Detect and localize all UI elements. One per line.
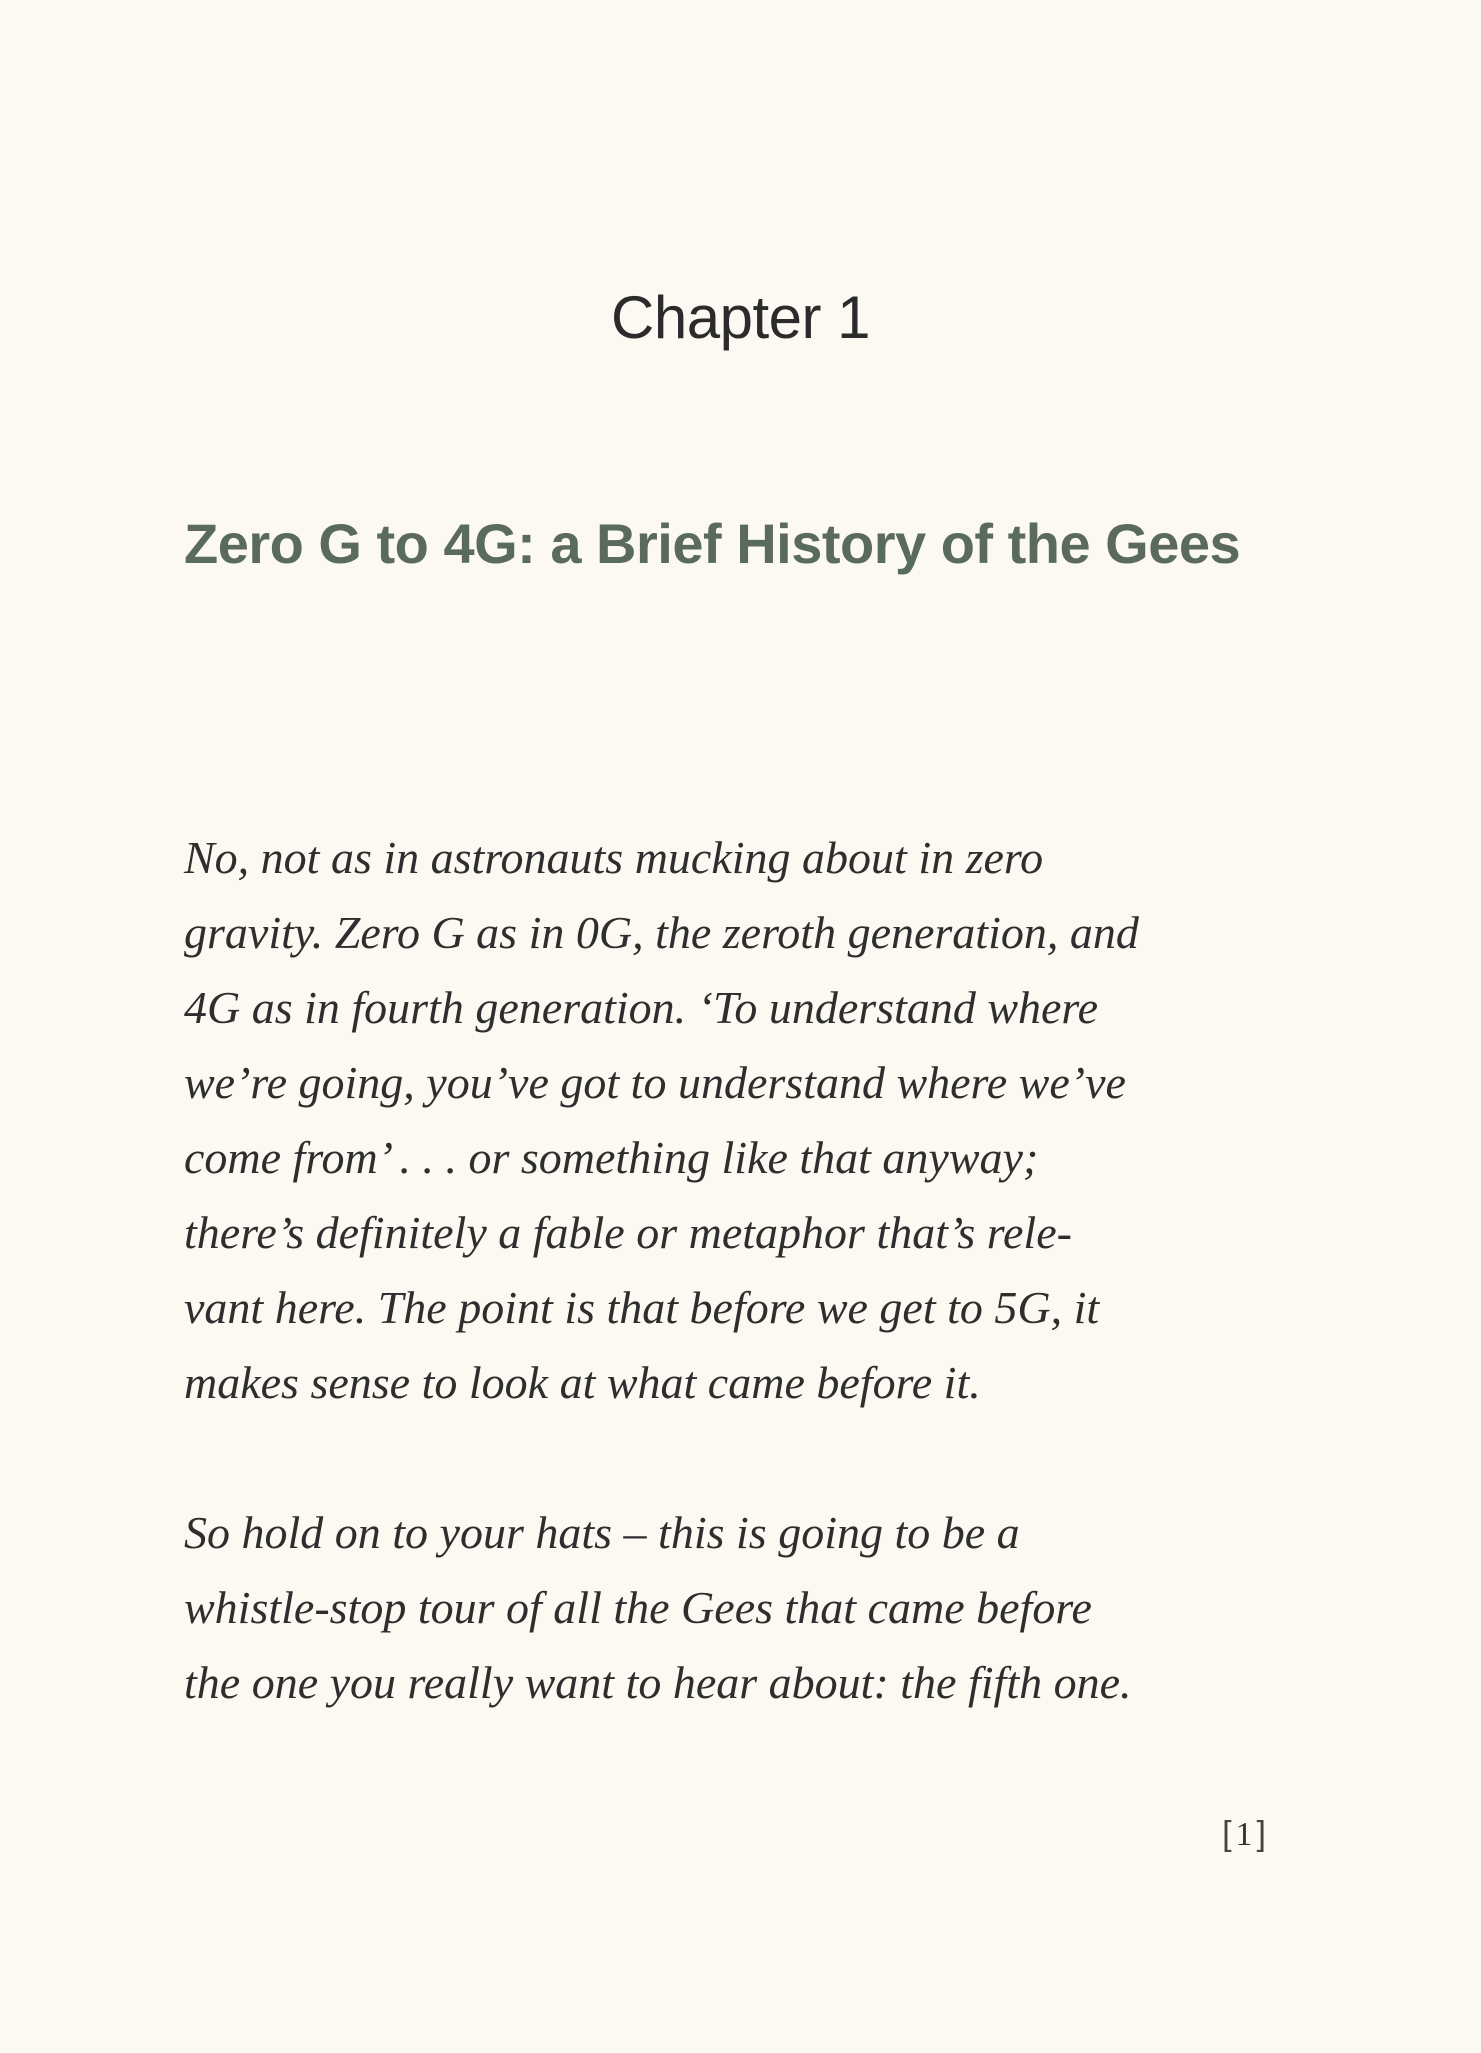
chapter-title: Zero G to 4G: a Brief History of the Gees: [184, 512, 1241, 575]
chapter-label: Chapter 1: [611, 284, 870, 351]
paragraph-line: there’s definitely a fable or metaphor that’s rele-: [184, 1207, 1072, 1258]
body-paragraph-2: [184, 1495, 1314, 1720]
paragraph-line: we’re going, you’ve got to understand where we’ve: [184, 1057, 1126, 1108]
paragraph-line: makes sense to look at what came before it.: [184, 1357, 981, 1408]
paragraph-line: whistle-stop tour of all the Gees that came before: [184, 1582, 1092, 1633]
page-number: [1190, 1812, 1270, 1857]
paragraph-line: 4G as in fourth generation. ‘To understand where: [184, 982, 1099, 1033]
page-number-close-bracket: ]: [1256, 1815, 1270, 1853]
paragraph-line: So hold on to your hats – this is going to be a: [184, 1507, 1020, 1558]
page-number-open-bracket: [: [1222, 1815, 1236, 1853]
paragraph-line: No, not as in astronauts mucking about in zero: [184, 832, 1044, 883]
paragraph-line: gravity. Zero G as in 0G, the zeroth generation, and: [184, 907, 1139, 958]
page-number-value: 1: [1235, 1816, 1257, 1853]
paragraph-line: come from’ . . . or something like that anyway;: [184, 1132, 1039, 1183]
paragraph-line: vant here. The point is that before we get to 5G, it: [184, 1282, 1100, 1333]
body-paragraph-1: [184, 820, 1314, 1420]
paragraph-line: the one you really want to hear about: the fifth one.: [184, 1657, 1132, 1708]
